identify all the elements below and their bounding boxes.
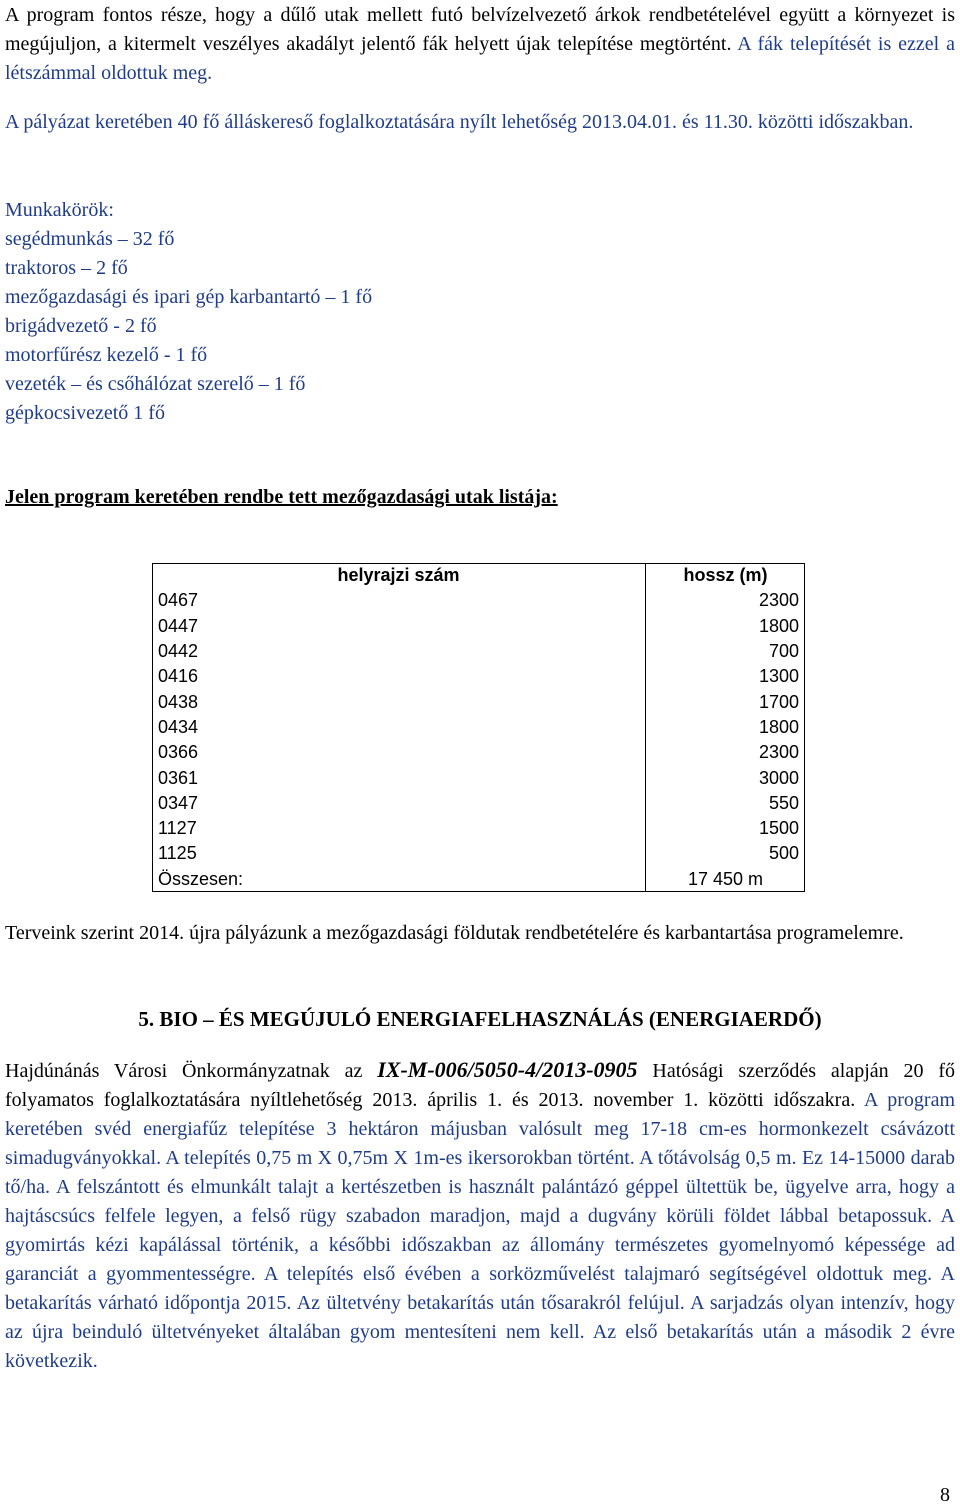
cell-parcel: 0467 xyxy=(152,588,646,613)
cell-parcel: 0347 xyxy=(152,791,646,816)
cell-length: 1700 xyxy=(758,691,799,712)
page-number: 8 xyxy=(940,1484,950,1506)
table-row xyxy=(152,791,805,816)
plans-paragraph: Terveink szerint 2014. újra pályázunk a mezőgazdasági földutak rendbetételére és karbantartása programelemre. xyxy=(5,922,904,944)
intro-paragraph-1: A program fontos része, hogy a dűlő utak mellett futó belvízelvezető árkok rendbetételével együtt a környezet is megújuljon, a kitermelt veszélyes akadályt jelentő fák helyett újak telepítése megtörtént. A fák telepítését is ezzel a létszámmal oldottuk meg. xyxy=(5,4,955,84)
cell-length: 1800 xyxy=(758,716,799,737)
cell-parcel: 0416 xyxy=(152,664,646,689)
jobs-list-item: segédmunkás – 32 fő xyxy=(5,228,175,250)
cell-length: 2300 xyxy=(758,742,799,763)
cell-length: 2300 xyxy=(758,590,799,611)
cell-parcel: 0361 xyxy=(152,765,646,790)
cell-parcel: 0366 xyxy=(152,740,646,765)
roads-table xyxy=(152,563,805,892)
cell-length: 700 xyxy=(768,641,799,662)
header-length: hossz (m) xyxy=(683,565,768,586)
section-5-heading: 5. BIO – ÉS MEGÚJULÓ ENERGIAFELHASZNÁLÁS (ENERGIAERDŐ) xyxy=(138,1007,822,1031)
table-row xyxy=(152,639,805,664)
cell-length: 1800 xyxy=(758,615,799,636)
cell-parcel: 0438 xyxy=(152,689,646,714)
cell-length: 550 xyxy=(768,792,799,813)
jobs-list-item: brigádvezető - 2 fő xyxy=(5,315,157,337)
table-row xyxy=(152,588,805,613)
jobs-list-item: motorfűrész kezelő - 1 fő xyxy=(5,344,208,366)
cell-length: 3000 xyxy=(758,767,799,788)
jobs-list-item: traktoros – 2 fő xyxy=(5,257,128,279)
table-row xyxy=(152,689,805,714)
cell-parcel: 0447 xyxy=(152,614,646,639)
jobs-list xyxy=(5,225,372,428)
total-label: Összesen: xyxy=(152,867,646,892)
table-row xyxy=(152,715,805,740)
section-5-paragraph: Hajdúnánás Városi Önkormányzatnak az IX-M-006/5050-4/2013-0905 Hatósági szerződés alapján 20 fő folyamatos foglalkoztatására nyíltlehetőség 2013. április 1. és 2013. november 1. közötti időszakra. A program keretében svéd energiafűz telepítése 3 hektáron májusban valósult meg 17-18 cm-es hormonkezelt csávázott simadugványokkal. A telepítés 0,75 m X 0,75m X 1m-es ikersorokban történt. A tőtávolság 0,5 m. Ez 14-15000 darab tő/ha. A felszántott és elmunkált talajt a kertészetben is használt palántázó géppel ültettük be, ügyelve arra, hogy a hajtáscsúcs felfele legyen, a felső rügy szabadon maradjon, majd a dugvány körüli földet lábbal betapossuk. A gyomirtás kézi kapálással történik, a későbbi időszakban az állomány természetes gyomelnyomó képessége ad garanciát a gyommentességre. A telepítés első évében a sorközművelést talajmaró segítségével oldottuk meg. A betakarítás várható időpontja 2015. Az ültetvény betakarítás után tősarakról felújul. A sarjadzás olyan intenzív, hogy az újra beinduló ültetvényeket általában gyom mentesíteni nem kell. Az első betakarítás után a második 2 évre következik. xyxy=(5,1057,956,1372)
cell-parcel: 1125 xyxy=(152,841,646,866)
cell-length: 500 xyxy=(768,843,799,864)
roads-title: Jelen program keretében rendbe tett mezőgazdasági utak listája: xyxy=(5,486,558,508)
contract-number: IX-M-006/5050-4/2013-0905 xyxy=(377,1057,638,1082)
intro-paragraph-2: A pályázat keretében 40 fő álláskereső foglalkoztatására nyílt lehetőség 2013.04.01. és 11.30. közötti időszakban. xyxy=(5,111,914,133)
table-row xyxy=(152,664,805,689)
table-row xyxy=(152,765,805,790)
cell-parcel: 0434 xyxy=(152,715,646,740)
table-total-row xyxy=(152,867,805,892)
cell-parcel: 1127 xyxy=(152,816,646,841)
cell-length: 1300 xyxy=(758,666,799,687)
cell-length: 1500 xyxy=(758,818,799,839)
header-parcel-number: helyrajzi szám xyxy=(152,563,646,588)
table-row xyxy=(152,816,805,841)
jobs-list-item: mezőgazdasági és ipari gép karbantartó – 1 fő xyxy=(5,286,373,308)
table-row xyxy=(152,841,805,866)
total-value: 17 450 m xyxy=(687,868,764,889)
jobs-list-item: gépkocsivezető 1 fő xyxy=(5,402,165,424)
jobs-list-item: vezeték – és csőhálózat szerelő – 1 fő xyxy=(5,373,306,395)
cell-parcel: 0442 xyxy=(152,639,646,664)
jobs-title: Munkakörök: xyxy=(5,199,114,221)
table-row xyxy=(152,740,805,765)
table-header-row xyxy=(152,563,805,588)
table-row xyxy=(152,614,805,639)
